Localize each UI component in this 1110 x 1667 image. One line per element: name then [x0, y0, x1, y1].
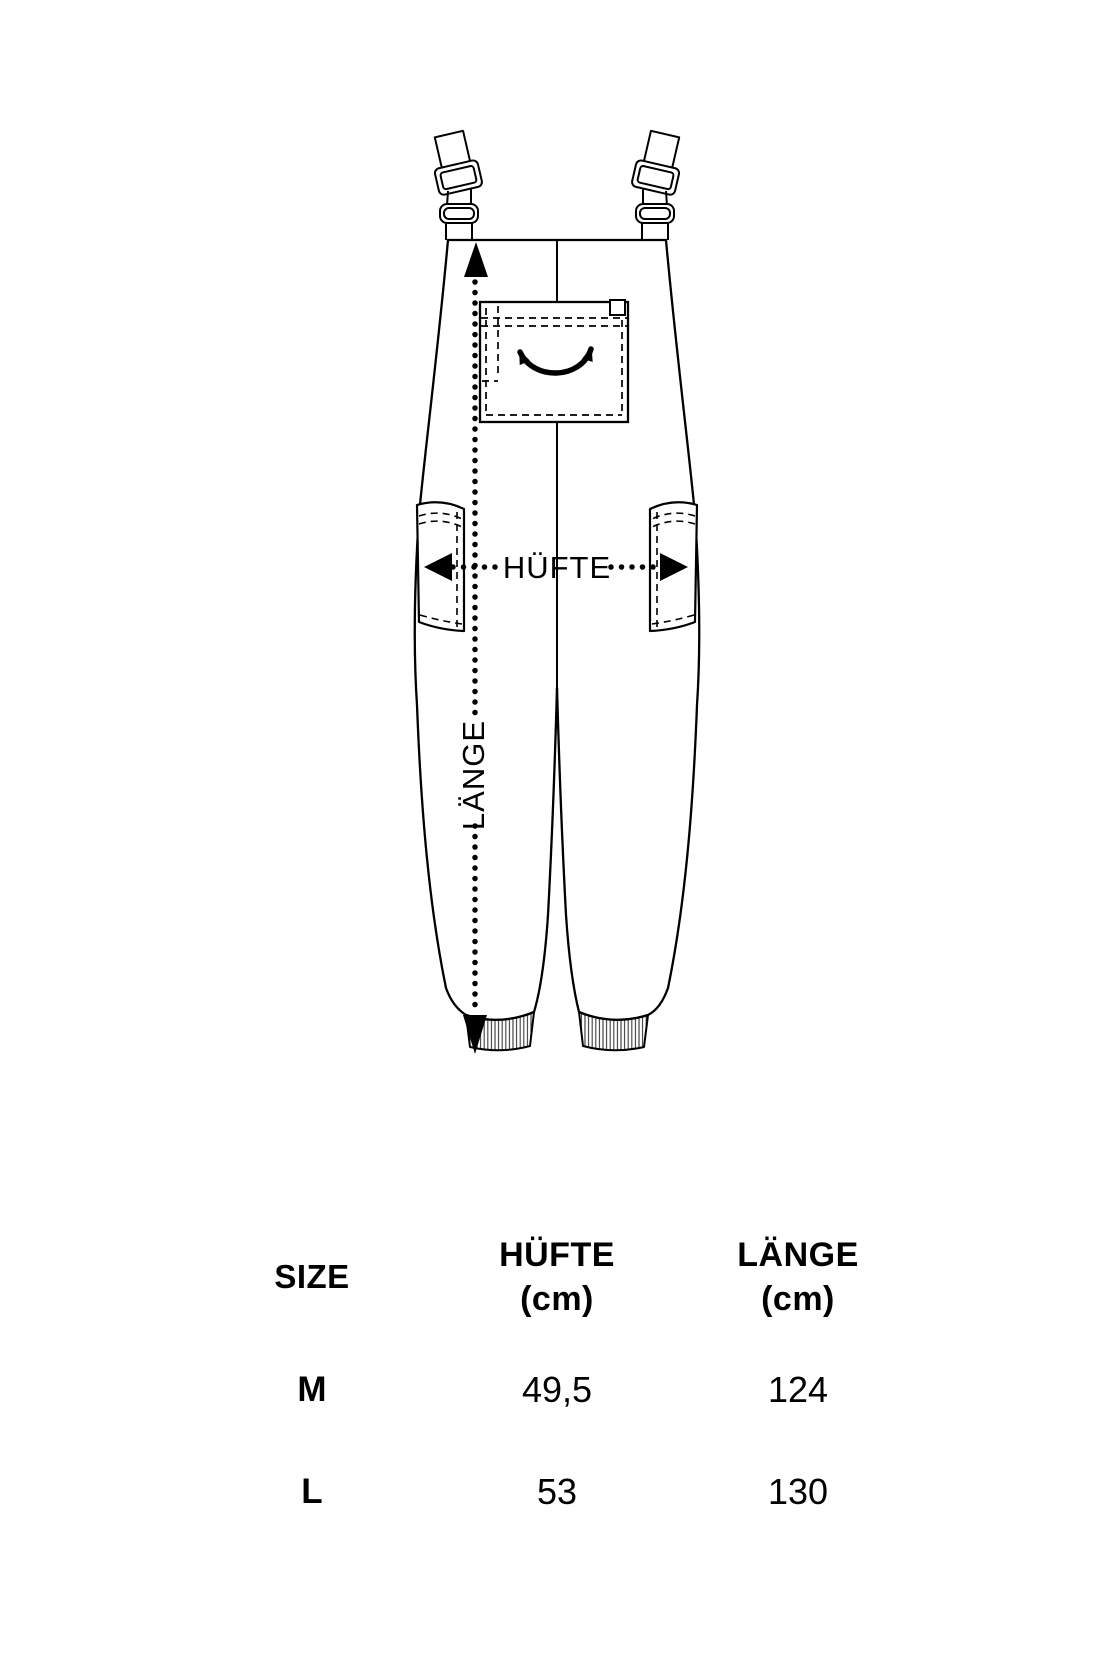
- column-header-length: [652, 1233, 944, 1321]
- size-l-length-value: 130: [767, 1471, 829, 1512]
- left-strap: [427, 129, 483, 240]
- size-table-header-row: [162, 1233, 944, 1321]
- ankle-cuffs: [466, 1012, 648, 1050]
- column-header-hip-unit: (cm): [520, 1280, 594, 1318]
- size-l-label: L: [301, 1472, 323, 1511]
- size-m-label: M: [297, 1370, 327, 1409]
- column-header-hip-title: HÜFTE: [499, 1236, 615, 1274]
- column-header-length-unit: (cm): [761, 1280, 835, 1318]
- column-header-length-title: LÄNGE: [737, 1236, 859, 1274]
- hip-label: HÜFTE: [502, 550, 612, 585]
- chest-pocket: [480, 300, 628, 422]
- right-strap: [631, 129, 687, 240]
- column-header-size: SIZE: [274, 1258, 350, 1295]
- chest-pocket-tag: [610, 300, 625, 315]
- table-row-size-m: [162, 1371, 944, 1409]
- size-m-hip-value: 49,5: [521, 1369, 593, 1410]
- length-arrow-up: [464, 242, 488, 277]
- right-inseam: [557, 688, 579, 1012]
- column-header-hip: [462, 1233, 652, 1321]
- size-m-length-value: 124: [767, 1369, 829, 1410]
- left-inseam: [534, 688, 557, 1012]
- table-row-size-l: [162, 1473, 944, 1511]
- length-label: LÄNGE: [456, 719, 491, 831]
- size-l-hip-value: 53: [536, 1471, 578, 1512]
